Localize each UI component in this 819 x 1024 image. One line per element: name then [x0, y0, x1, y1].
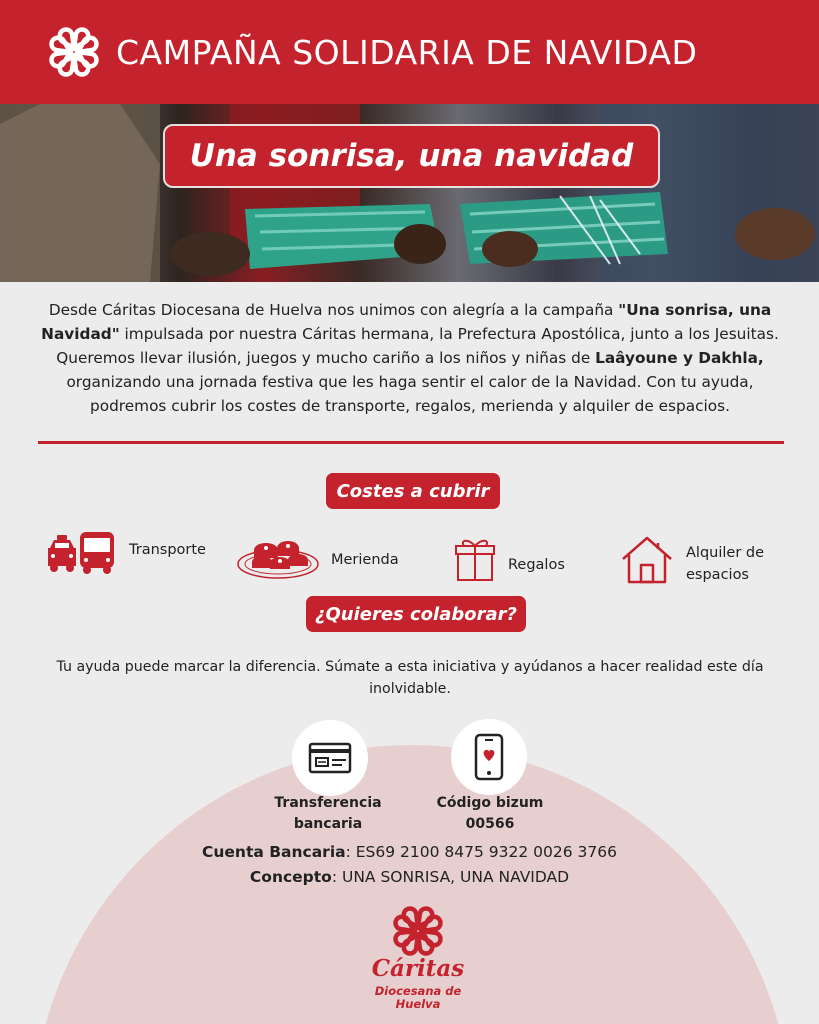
- caritas-sub-line1: Diocesana de: [374, 984, 462, 998]
- cost-gifts-label: Regalos: [508, 557, 565, 573]
- cost-transport-label: Transporte: [129, 542, 206, 558]
- transfer-icon-circle: [292, 720, 368, 796]
- costs-heading: Costes a cubrir: [326, 473, 500, 509]
- bank-card-icon: [308, 742, 352, 774]
- divider: [38, 441, 784, 444]
- intro-text-2: impulsada por nuestra Cáritas hermana, la Prefectura Apostólica, junto a los Jesuitas. Queremos llevar ilusión, juegos y mucho cariño a los niños y niñas de: [56, 325, 779, 367]
- phone-heart-icon: [474, 733, 504, 781]
- header-banner: [0, 0, 819, 104]
- bank-account-label: Cuenta Bancaria: [202, 843, 346, 861]
- caritas-brand-name: Cáritas: [371, 955, 465, 982]
- gift-icon: [454, 536, 496, 582]
- cost-rental-label: [686, 542, 764, 586]
- concept-line: [0, 868, 819, 886]
- intro-paragraph: [38, 298, 782, 418]
- transfer-label: [258, 793, 398, 835]
- bus-car-icon: [44, 528, 116, 574]
- campaign-slogan: Una sonrisa, una navidad: [163, 124, 660, 188]
- intro-locations: Laâyoune y Dakhla,: [595, 349, 764, 367]
- bank-account-line: [0, 843, 819, 861]
- house-icon: [620, 535, 674, 585]
- caritas-cross-logo-icon: [390, 903, 446, 959]
- bizum-label: [420, 793, 560, 835]
- cost-snack-label: Merienda: [331, 552, 399, 568]
- transfer-line2: bancaria: [293, 816, 363, 832]
- caritas-cross-logo-icon: [46, 24, 102, 80]
- intro-text-1: Desde Cáritas Diocesana de Huelva nos unimos con alegría a la campaña: [48, 301, 619, 319]
- bank-account-number: : ES69 2100 8475 9322 0026 3766: [345, 843, 617, 861]
- cost-rental-line2: espacios: [686, 567, 749, 583]
- page-title: CAMPAÑA SOLIDARIA DE NAVIDAD: [116, 32, 698, 72]
- intro-campaign-name: "Una sonrisa, una Navidad": [41, 301, 772, 343]
- caritas-sub-line2: Huelva: [395, 997, 441, 1011]
- collaborate-text: Tu ayuda puede marcar la diferencia. Súmate a esta iniciativa y ayúdanos a hacer realidad este día inolvidable.: [56, 659, 764, 697]
- concept-value: : UNA SONRISA, UNA NAVIDAD: [331, 868, 570, 886]
- concept-label: Concepto: [249, 868, 332, 886]
- bizum-icon-circle: [451, 719, 527, 795]
- bizum-line1: Código bizum: [436, 795, 544, 811]
- intro-text-3: organizando una jornada festiva que les haga sentir el calor de la Navidad. Con tu ayuda, podremos cubrir los costes de transporte, regalos, merienda y alquiler de espacios.: [66, 373, 754, 415]
- collaborate-heading: ¿Quieres colaborar?: [306, 596, 526, 632]
- cost-rental-line1: Alquiler de: [686, 545, 765, 561]
- bizum-code: 00566: [465, 816, 515, 832]
- caritas-subtitle: [360, 985, 476, 1011]
- cakes-plate-icon: [236, 532, 320, 580]
- transfer-line1: Transferencia: [274, 795, 382, 811]
